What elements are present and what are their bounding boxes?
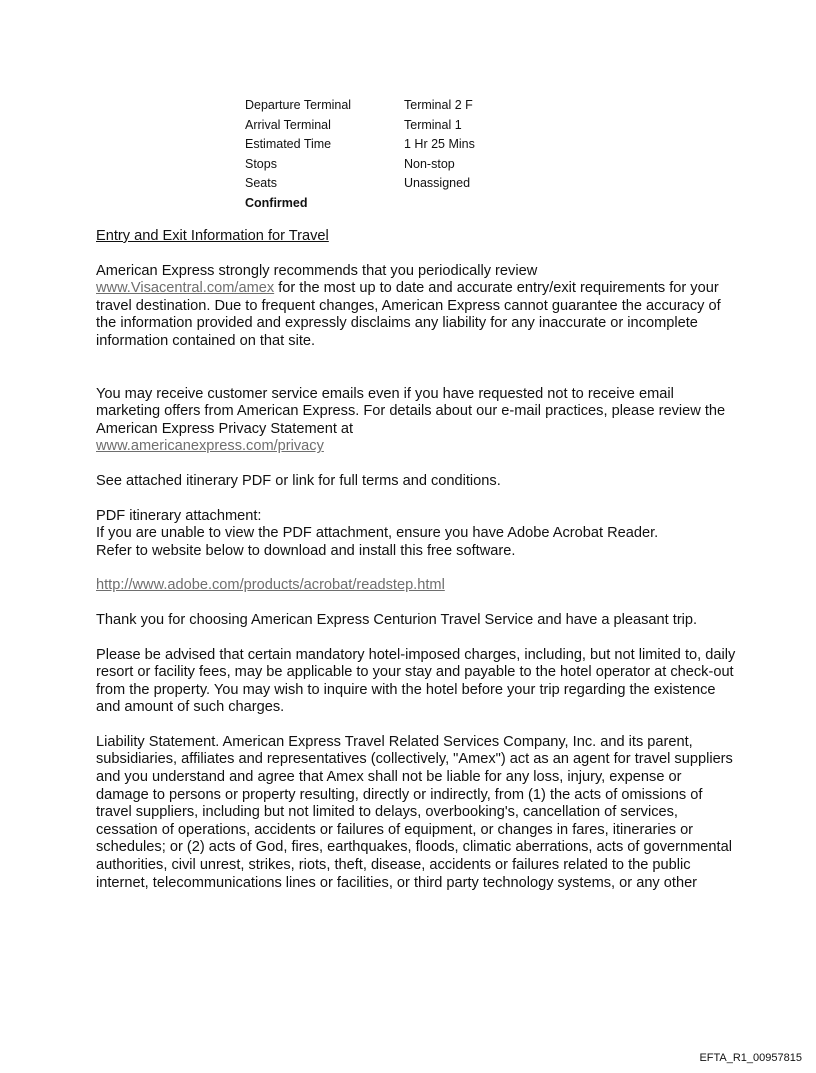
booking-status: Confirmed [245,195,308,210]
flight-label: Seats [245,176,277,190]
flight-row [245,116,475,136]
thanks-paragraph: Thank you for choosing American Express Centurion Travel Service and have a pleasant trip. [96,611,698,628]
entry-exit-heading: Entry and Exit Information for Travel [96,228,329,244]
flight-status-row [245,194,475,214]
liability-paragraph: Liability Statement. American Express Travel Related Services Company, Inc. and its parent, subsidiaries, affiliates and representatives (collectively, "Amex") act as an agent for travel suppliers and you understand and agree that Amex shall not be liable for any loss, injury, expense or damage to persons or property resulting, directly or indirectly, from (1) the acts of omissions of travel suppliers, including but not limited to delays, overbooking's, cancellation of services, cessation of operations, accidents or failures of equipment, or changes in fares, itineraries or schedules; or (2) acts of God, fires, earthquakes, floods, climatic aberrations, acts of governmental authorities, civil unrest, strikes, riots, theft, disease, accidents or failures related to the public internet, telecommunications lines or facilities, or third party technology systems, or any other [96,733,733,891]
entry-text-after: for the most up to date and accurate entry/exit requirements for your travel destination. Due to frequent changes, American Express cannot guarantee the accuracy of the information provided and expressly disclaims any liability for any inaccurate or incomplete information contained on that site. [96,280,721,349]
flight-row [245,174,475,194]
flight-value: Terminal 1 [404,117,462,132]
flight-label: Departure Terminal [245,98,352,112]
adobe-link[interactable]: http://www.adobe.com/products/acrobat/readstep.html [96,577,445,594]
entry-text-before: American Express strongly recommends that you periodically review [96,262,538,279]
entry-exit-paragraph [96,263,736,351]
flight-label: Estimated Time [245,137,332,151]
document-id-footer: EFTA_R1_00957815 [699,1052,802,1064]
hotel-charges-paragraph: Please be advised that certain mandatory hotel-imposed charges, including, but not limited to, daily resort or facility fees, may be applicable to your stay and payable to the hotel operator at check-out from the property. You may wish to inquire with the hotel before your trip regarding the existence and amount of such charges. [96,646,736,716]
flight-value: 1 Hr 25 Mins [404,137,475,151]
document-body [96,228,736,892]
pdf-title: PDF itinerary attachment: [96,507,262,524]
flight-row [245,155,475,175]
flight-label: Arrival Terminal [245,117,331,132]
pdf-line-2: Refer to website below to download and install this free software. [96,542,516,559]
flight-label: Stops [245,156,277,171]
flight-details [245,96,475,213]
see-attached-text: See attached itinerary PDF or link for full terms and conditions. [96,472,501,489]
flight-row [245,96,475,116]
pdf-paragraph [96,508,736,561]
flight-value: Unassigned [404,176,471,190]
privacy-link[interactable]: www.americanexpress.com/privacy [96,438,324,455]
email-paragraph [96,386,736,456]
flight-value: Non-stop [404,156,455,171]
flight-row [245,135,475,155]
visacentral-link[interactable]: www.Visacentral.com/amex [96,280,275,297]
email-text: You may receive customer service emails even if you have requested not to receive email marketing offers from American Express. For details about our e-mail practices, please review the American Express Privacy Statement at [96,385,726,437]
pdf-line-1: If you are unable to view the PDF attachment, ensure you have Adobe Acrobat Reader. [96,525,659,542]
flight-value: Terminal 2 F [404,98,473,112]
